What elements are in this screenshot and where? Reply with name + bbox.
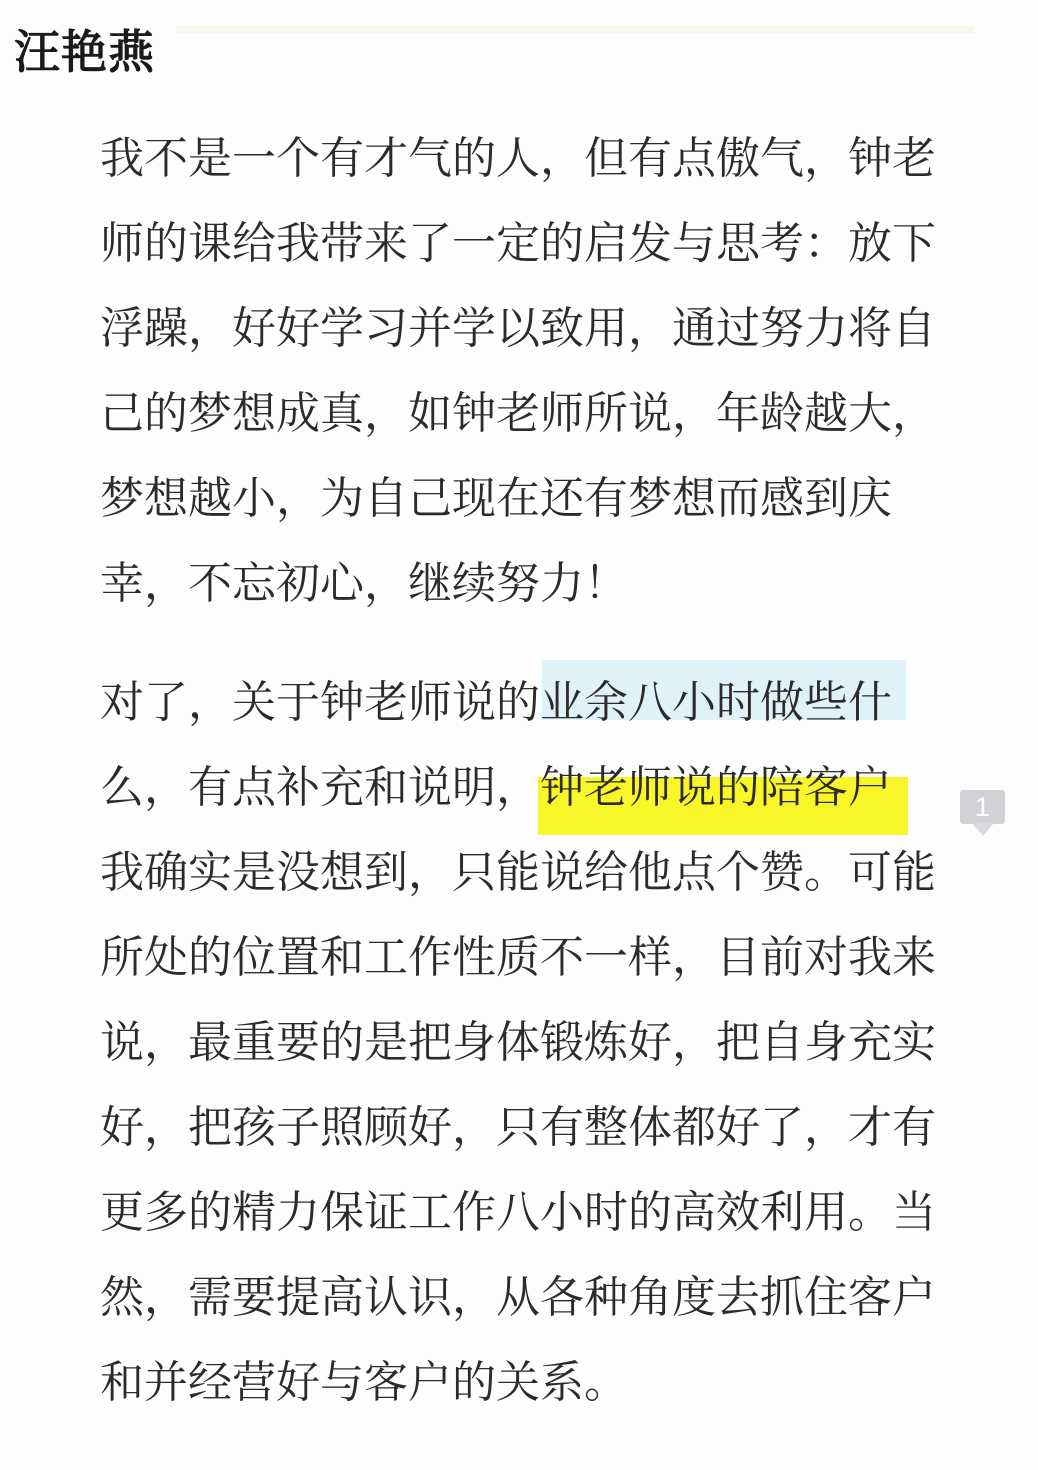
text-line bbox=[100, 201, 938, 286]
text-line bbox=[100, 915, 938, 1000]
text-run: 说，最重要的是把身体锻炼好，把自身充实 bbox=[100, 1018, 936, 1067]
text-run: ， bbox=[892, 763, 936, 812]
text-run: 么，有点补充和说明， bbox=[100, 763, 540, 812]
text-run: 己的梦想成真，如钟老师所说，年龄越大， bbox=[100, 389, 936, 438]
text-line bbox=[100, 286, 938, 371]
document-body bbox=[0, 116, 1038, 1425]
yellow-highlighted-text[interactable]: 钟老师说的陪客户 bbox=[540, 763, 892, 812]
paragraph bbox=[100, 116, 938, 626]
document-page bbox=[0, 26, 1038, 1470]
text-run: 我不是一个有才气的人，但有点傲气，钟老 bbox=[100, 134, 936, 183]
text-line bbox=[100, 1000, 938, 1085]
text-line bbox=[100, 456, 938, 541]
comment-count: 1 bbox=[974, 791, 991, 822]
text-line bbox=[100, 116, 938, 201]
text-line bbox=[100, 371, 938, 456]
text-run: 和并经营好与客户的关系。 bbox=[100, 1358, 628, 1407]
badge-pointer-icon bbox=[972, 823, 994, 836]
author-name-heading: 汪艳燕 bbox=[14, 26, 155, 78]
text-run: 浮躁，好好学习并学以致用，通过努力将自 bbox=[100, 304, 936, 353]
text-run: 梦想越小，为自己现在还有梦想而感到庆 bbox=[100, 474, 892, 523]
text-line bbox=[100, 541, 938, 626]
text-run: 幸，不忘初心，继续努力！ bbox=[100, 559, 628, 608]
text-run: 师的课给我带来了一定的启发与思考：放下 bbox=[100, 219, 936, 268]
text-line bbox=[100, 745, 938, 830]
paragraph bbox=[100, 660, 938, 1425]
text-run: 更多的精力保证工作八小时的高效利用。当 bbox=[100, 1188, 936, 1237]
text-run: 对了，关于钟老师说的 bbox=[100, 678, 540, 727]
text-line bbox=[100, 1085, 938, 1170]
text-run: 然，需要提高认识，从各种角度去抓住客户 bbox=[100, 1273, 936, 1322]
scan-edge-artifact bbox=[176, 26, 974, 33]
blue-highlighted-text[interactable]: 业余八小时做些什 bbox=[540, 678, 892, 727]
text-line bbox=[100, 660, 938, 745]
text-line bbox=[100, 1255, 938, 1340]
text-line bbox=[100, 1340, 938, 1425]
text-line bbox=[100, 1170, 938, 1255]
text-run: 我确实是没想到，只能说给他点个赞。可能 bbox=[100, 848, 936, 897]
text-run: 好，把孩子照顾好，只有整体都好了，才有 bbox=[100, 1103, 936, 1152]
comment-count-badge[interactable] bbox=[960, 790, 1005, 824]
text-run: 所处的位置和工作性质不一样，目前对我来 bbox=[100, 933, 936, 982]
text-line bbox=[100, 830, 938, 915]
